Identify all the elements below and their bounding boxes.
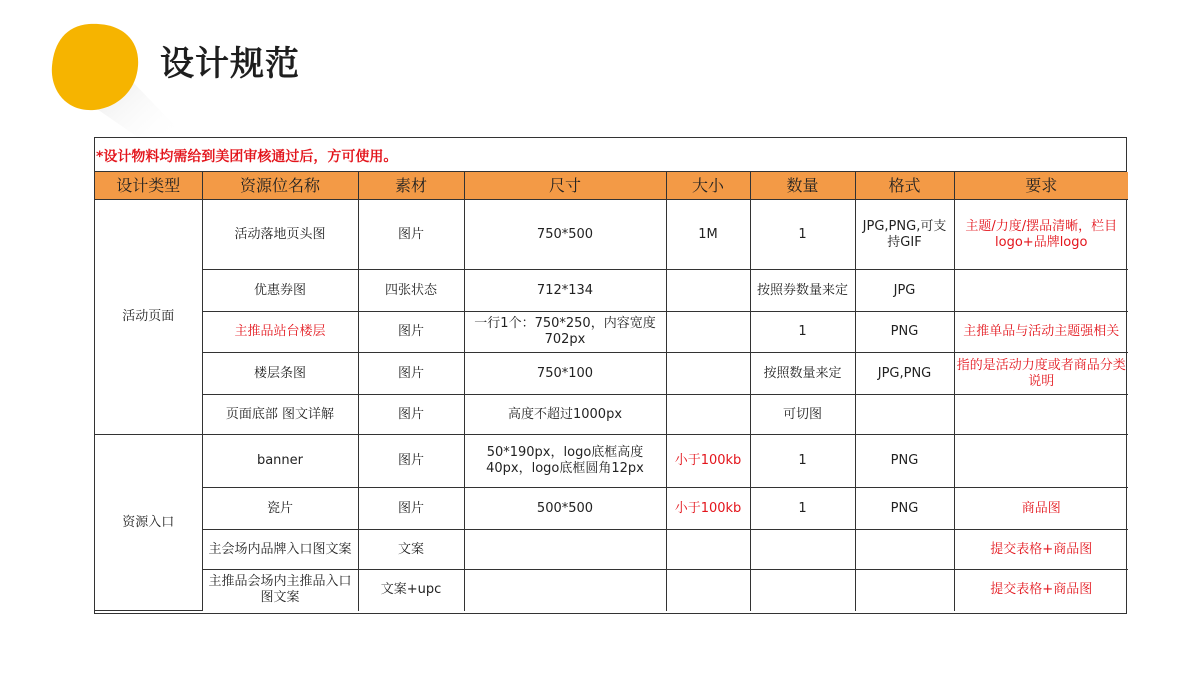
resource-name-cell: 页面底部 图文详解	[202, 395, 358, 435]
material-cell: 图片	[358, 200, 464, 270]
table-row	[95, 200, 1128, 270]
design-type-cell: 资源入口	[95, 435, 202, 611]
format-cell: PNG	[855, 488, 954, 530]
header-cell: 大小	[666, 172, 750, 200]
format-cell	[855, 530, 954, 570]
requirement-cell: 提交表格+商品图	[954, 570, 1128, 611]
count-cell: 1	[750, 488, 855, 530]
format-cell: JPG,PNG,可支持GIF	[855, 200, 954, 270]
resource-name-cell: banner	[202, 435, 358, 488]
size-cell: 一行1个：750*250，内容宽度702px	[464, 312, 666, 353]
resource-name-cell: 楼层条图	[202, 353, 358, 395]
filesize-cell	[666, 353, 750, 395]
table-row	[95, 530, 1128, 570]
filesize-cell	[666, 395, 750, 435]
count-cell: 1	[750, 435, 855, 488]
material-cell: 图片	[358, 353, 464, 395]
filesize-cell	[666, 270, 750, 312]
count-cell: 按照券数量来定	[750, 270, 855, 312]
resource-name-cell: 瓷片	[202, 488, 358, 530]
format-cell	[855, 570, 954, 611]
size-cell: 500*500	[464, 488, 666, 530]
filesize-cell	[666, 530, 750, 570]
material-cell: 文案	[358, 530, 464, 570]
table-row	[95, 270, 1128, 312]
filesize-cell: 小于100kb	[666, 435, 750, 488]
header-cell: 数量	[750, 172, 855, 200]
material-cell: 图片	[358, 488, 464, 530]
count-cell: 可切图	[750, 395, 855, 435]
count-cell: 1	[750, 200, 855, 270]
resource-name-cell: 主推品会场内主推品入口图文案	[202, 570, 358, 611]
requirement-cell: 主题/力度/摆品清晰，栏目logo+品牌logo	[954, 200, 1128, 270]
material-cell: 文案+upc	[358, 570, 464, 611]
count-cell: 按照数量来定	[750, 353, 855, 395]
requirement-cell	[954, 435, 1128, 488]
table-row	[95, 353, 1128, 395]
size-cell	[464, 570, 666, 611]
filesize-cell	[666, 312, 750, 353]
count-cell	[750, 530, 855, 570]
material-cell: 图片	[358, 312, 464, 353]
header-cell: 尺寸	[464, 172, 666, 200]
size-cell: 50*190px，logo底框高度40px，logo底框圆角12px	[464, 435, 666, 488]
approval-notice: *设计物料均需给到美团审核通过后，方可使用。	[95, 138, 1126, 172]
header-cell: 设计类型	[95, 172, 202, 200]
requirement-cell	[954, 395, 1128, 435]
filesize-cell: 小于100kb	[666, 488, 750, 530]
page-title: 设计规范	[160, 44, 300, 84]
header-row	[95, 172, 1128, 200]
requirement-cell: 指的是活动力度或者商品分类说明	[954, 353, 1128, 395]
header-cell: 素材	[358, 172, 464, 200]
table-row	[95, 488, 1128, 530]
count-cell	[750, 570, 855, 611]
header-cell: 要求	[954, 172, 1128, 200]
count-cell: 1	[750, 312, 855, 353]
size-cell: 高度不超过1000px	[464, 395, 666, 435]
material-cell: 四张状态	[358, 270, 464, 312]
size-cell: 750*500	[464, 200, 666, 270]
size-cell	[464, 530, 666, 570]
header-cell: 资源位名称	[202, 172, 358, 200]
resource-name-cell: 活动落地页头图	[202, 200, 358, 270]
requirement-cell	[954, 270, 1128, 312]
spec-table	[95, 172, 1128, 611]
requirement-cell: 商品图	[954, 488, 1128, 530]
size-cell: 712*134	[464, 270, 666, 312]
requirement-cell: 提交表格+商品图	[954, 530, 1128, 570]
resource-name-cell: 优惠券图	[202, 270, 358, 312]
requirement-cell: 主推单品与活动主题强相关	[954, 312, 1128, 353]
header-cell: 格式	[855, 172, 954, 200]
resource-name-cell: 主推品站台楼层	[202, 312, 358, 353]
format-cell: JPG,PNG	[855, 353, 954, 395]
format-cell: PNG	[855, 435, 954, 488]
format-cell: PNG	[855, 312, 954, 353]
format-cell	[855, 395, 954, 435]
filesize-cell: 1M	[666, 200, 750, 270]
size-cell: 750*100	[464, 353, 666, 395]
table-row	[95, 435, 1128, 488]
material-cell: 图片	[358, 435, 464, 488]
table-row	[95, 395, 1128, 435]
filesize-cell	[666, 570, 750, 611]
design-type-cell: 活动页面	[95, 200, 202, 435]
resource-name-cell: 主会场内品牌入口图文案	[202, 530, 358, 570]
material-cell: 图片	[358, 395, 464, 435]
table-row	[95, 570, 1128, 611]
format-cell: JPG	[855, 270, 954, 312]
table-row	[95, 312, 1128, 353]
spec-table-container	[94, 137, 1127, 614]
